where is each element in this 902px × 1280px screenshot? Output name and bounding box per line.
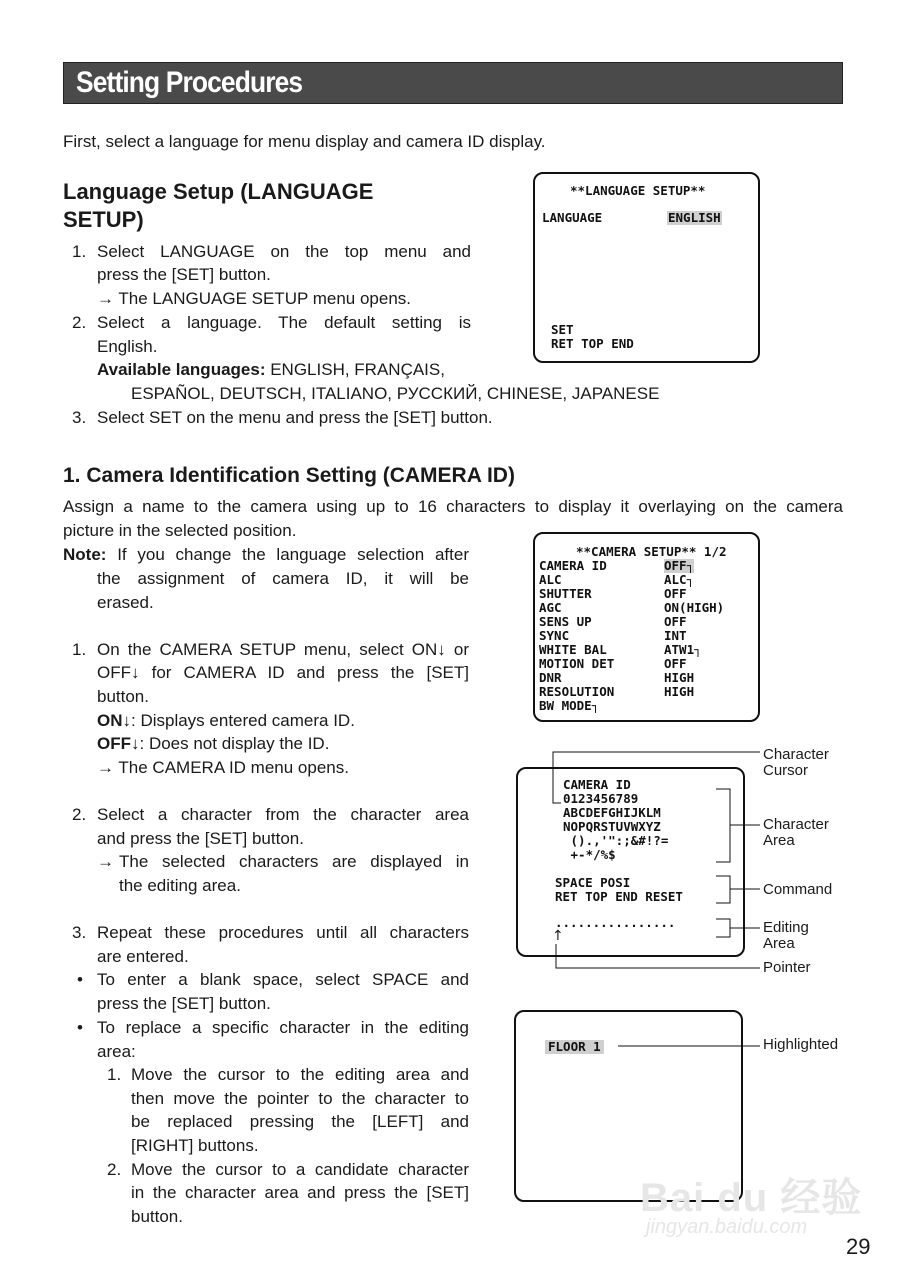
cam-step2-line3: The selected characters are displayed in [119, 852, 469, 871]
camera-setup-row-label: SHUTTER [539, 586, 592, 601]
lang-step2-number: 2. [72, 313, 87, 332]
label-highlighted: Highlighted [763, 1036, 839, 1053]
lang-step1-result: → The LANGUAGE SETUP menu opens. [97, 289, 412, 308]
note-line3: erased. [97, 593, 154, 612]
cam-step1-line2: OFF↓ for CAMERA ID and press the [SET] [97, 663, 469, 682]
lang-step2-text2: English. [97, 337, 158, 356]
cam-step1-line1: On the CAMERA SETUP menu, select ON↓ or [97, 640, 469, 659]
bullet-icon: • [77, 970, 83, 989]
off-text: : Does not display the ID. [139, 734, 330, 753]
char-row-2: NOPQRSTUVWXYZ [563, 819, 661, 834]
cam-step1-line3: button. [97, 687, 149, 706]
sub2-line3: button. [131, 1207, 183, 1226]
watermark-logo: Bai du 经验 [640, 1176, 863, 1220]
camera-id-heading: 1. Camera Identification Setting (CAMERA ID) [63, 464, 515, 487]
pointer-arrow-icon: ↑ [552, 928, 564, 944]
command-row-2: RET TOP END RESET [555, 889, 683, 904]
camera-setup-row-label: SENS UP [539, 614, 592, 629]
camera-setup-title: **CAMERA SETUP** 1/2 [576, 544, 727, 559]
lang-step3-number: 3. [72, 408, 87, 427]
label-editing-area-1: Editing [763, 919, 809, 936]
cam-step3-line2: are entered. [97, 947, 189, 966]
camera-setup-row-value: HIGH [664, 684, 695, 699]
cam-step1-number: 1. [72, 640, 87, 659]
cam-step2-line4: the editing area. [119, 876, 241, 895]
language-screen-set: SET [551, 322, 574, 337]
label-character-area-1: Character [763, 816, 829, 833]
cam-step2-arrow: → [97, 852, 114, 871]
char-row-1: ABCDEFGHIJKLM [563, 805, 661, 820]
intro-text: First, select a language for menu display and camera ID display. [63, 132, 546, 151]
sub1-line3: be replaced pressing the [LEFT] and [131, 1112, 469, 1131]
language-heading-line1: Language Setup (LANGUAGE [63, 179, 374, 204]
section-title: Setting Procedures [76, 66, 303, 99]
label-pointer: Pointer [763, 959, 811, 976]
camera-setup-row-value: OFF┐ [664, 558, 695, 573]
camera-setup-row-label: MOTION DET [539, 656, 615, 671]
available-languages-label: Available languages: [97, 360, 266, 379]
cam-step2-number: 2. [72, 805, 87, 824]
sub1-number: 1. [107, 1065, 122, 1084]
camera-id-title: CAMERA ID [563, 777, 631, 792]
note-text1: If you change the language selection after [106, 545, 469, 564]
camera-setup-row-value: ALC┐ [664, 572, 695, 587]
sub2-line1: Move the cursor to a candidate character [131, 1160, 469, 1179]
bullet2-line1: To replace a specific character in the editing [97, 1018, 469, 1037]
lang-step3-text: Select SET on the menu and press the [SET] button. [97, 408, 493, 427]
camera-setup-row-label: ALC [539, 572, 562, 587]
page-number: 29 [846, 1234, 871, 1259]
sub1-line4: [RIGHT] buttons. [131, 1136, 259, 1155]
floor-highlighted-text: FLOOR 1 [545, 1040, 604, 1054]
cam-step2-line2: and press the [SET] button. [97, 829, 304, 848]
char-row-0: 0123456789 [563, 791, 639, 806]
label-editing-area-2: Area [763, 935, 795, 952]
camera-setup-row-label: CAMERA ID [539, 558, 607, 573]
char-row-4: +-*/%$ [563, 847, 616, 862]
sub2-number: 2. [107, 1160, 122, 1179]
camera-setup-row-value: ATW1┐ [664, 642, 702, 657]
note-line2: the assignment of camera ID, it will be [97, 569, 469, 588]
language-screen-footer: RET TOP END [551, 336, 634, 351]
bullet-icon: • [77, 1018, 83, 1037]
cam-step1-result: → The CAMERA ID menu opens. [97, 758, 349, 777]
camera-setup-row-value: INT [664, 628, 687, 643]
camera-setup-row-value: HIGH [664, 670, 695, 685]
note-label: Note: [63, 545, 107, 564]
label-character-area-2: Area [763, 832, 795, 849]
command-row-1: SPACE POSI [555, 875, 631, 890]
available-languages-list1: ENGLISH, FRANÇAIS, [265, 360, 445, 379]
lang-step1-text: Select LANGUAGE on the top menu and [97, 242, 471, 261]
language-row-label: LANGUAGE [542, 210, 603, 225]
cam-step2-line1: Select a character from the character area [97, 805, 469, 824]
label-character-cursor-2: Cursor [763, 762, 809, 779]
language-heading-line2: SETUP) [63, 207, 144, 232]
sub1-line2: then move the pointer to the character to [131, 1089, 469, 1108]
camera-setup-row-value: ON(HIGH) [664, 600, 725, 615]
camera-setup-row-label: WHITE BAL [539, 642, 607, 657]
sub1-line1: Move the cursor to the editing area and [131, 1065, 469, 1084]
label-character-cursor-1: Character [763, 746, 829, 763]
cam-step3-number: 3. [72, 923, 87, 942]
camera-setup-row-value: OFF [664, 656, 687, 671]
sub2-line2: in the character area and press the [SET] [131, 1183, 469, 1202]
bullet1-line2: press the [SET] button. [97, 994, 271, 1013]
camera-setup-row-label: AGC [539, 600, 562, 615]
camera-setup-row-label: RESOLUTION [539, 684, 615, 699]
lang-step1-text2: press the [SET] button. [97, 265, 271, 284]
camera-id-para-line2: picture in the selected position. [63, 521, 297, 540]
lang-step1-number: 1. [72, 242, 87, 261]
available-languages-list2: ESPAÑOL, DEUTSCH, ITALIANO, РУССКИЙ, CHINESE, JAPANESE [131, 384, 660, 403]
label-command: Command [763, 881, 833, 898]
editing-area-dots: ................ [555, 915, 676, 930]
char-row-3: ().,'":;&#!?= [563, 833, 669, 848]
watermark-url: jingyan.baidu.com [646, 1216, 808, 1238]
camera-setup-row-value: OFF [664, 614, 687, 629]
language-row-value: ENGLISH [668, 210, 721, 225]
camera-setup-row-label: DNR [539, 670, 562, 685]
camera-id-para-line1: Assign a name to the camera using up to 16 characters to display it overlaying on the camera [63, 497, 843, 516]
language-screen-title: **LANGUAGE SETUP** [570, 183, 706, 198]
cam-step3-line1: Repeat these procedures until all characters [97, 923, 469, 942]
camera-setup-row-label: BW MODE┐ [539, 698, 600, 713]
camera-setup-row-label: SYNC [539, 628, 570, 643]
bullet2-line2: area: [97, 1042, 136, 1061]
lang-step2-text: Select a language. The default setting is [97, 313, 471, 332]
on-label: ON↓ [97, 711, 131, 730]
off-label: OFF↓ [97, 734, 140, 753]
bullet1-line1: To enter a blank space, select SPACE and [97, 970, 469, 989]
camera-setup-row-value: OFF [664, 586, 687, 601]
on-text: : Displays entered camera ID. [131, 711, 355, 730]
